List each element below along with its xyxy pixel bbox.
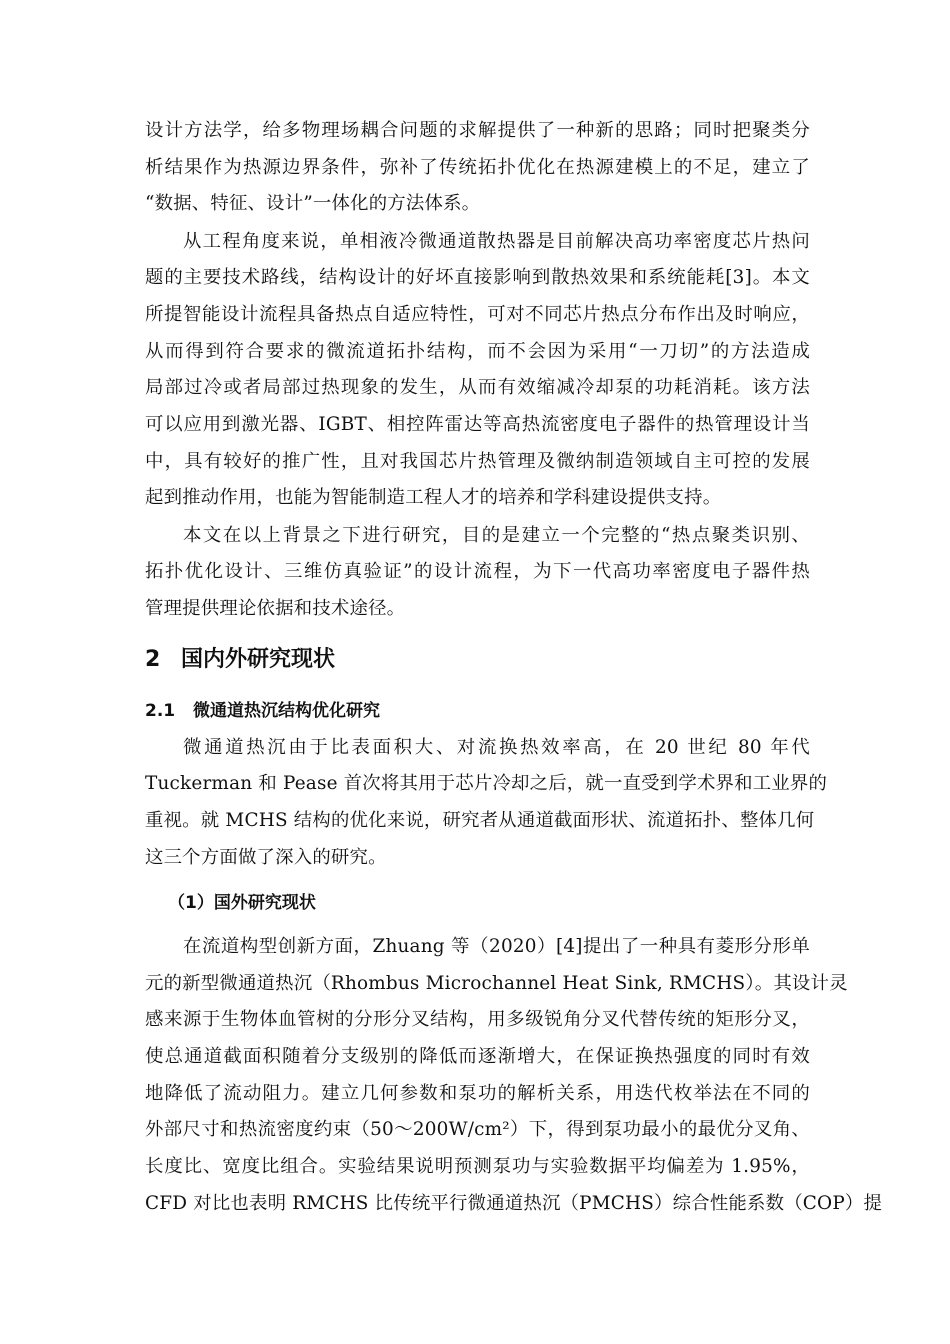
text-line: 设计方法学，给多物理场耦合问题的求解提供了一种新的思路；同时把聚类分 xyxy=(145,120,810,141)
text-line: “数据、特征、设计”一体化的方法体系。 xyxy=(145,193,481,214)
subsection-title: 微通道热沉结构优化研究 xyxy=(193,701,380,721)
text-line: 外部尺寸和热流密度约束（50～200W/cm²）下，得到泵功最小的最优分叉角、 xyxy=(145,1119,810,1140)
text-line: 析结果作为热源边界条件，弥补了传统拓扑优化在热源建模上的不足，建立了 xyxy=(145,157,810,178)
text-line: 局部过冷或者局部过热现象的发生，从而有效缩减冷却泵的功耗消耗。该方法 xyxy=(145,377,810,398)
section-number: 2 xyxy=(145,647,161,672)
text-line: 元的新型微通道热沉（Rhombus Microchannel Heat Sink, RMCHS）。其设计灵 xyxy=(145,973,848,994)
text-line: Tuckerman 和 Pease 首次将其用于芯片冷却之后，就一直受到学术界和工业界的 xyxy=(145,773,828,794)
text-line: 长度比、宽度比组合。实验结果说明预测泵功与实验数据平均偏差为 1.95%， xyxy=(145,1156,810,1177)
section-title: 国内外研究现状 xyxy=(181,647,336,672)
text-line: 从工程角度来说，单相液冷微通道散热器是目前解决高功率密度芯片热问 xyxy=(183,231,810,252)
text-line: 本文在以上背景之下进行研究，目的是建立一个完整的“热点聚类识别、 xyxy=(183,525,810,546)
text-line: 管理提供理论依据和技术途径。 xyxy=(145,598,406,619)
text-line: 微通道热沉由于比表面积大、对流换热效率高，在 20 世纪 80 年代 xyxy=(183,737,810,758)
text-line: 拓扑优化设计、三维仿真验证”的设计流程，为下一代高功率密度电子器件热 xyxy=(145,561,810,582)
text-line: 中，具有较好的推广性，且对我国芯片热管理及微纳制造领域自主可控的发展 xyxy=(145,451,810,472)
text-line: 起到推动作用，也能为智能制造工程人才的培养和学科建设提供支持。 xyxy=(145,487,722,508)
text-line: 从而得到符合要求的微流道拓扑结构，而不会因为采用“一刀切”的方法造成 xyxy=(145,341,810,362)
list-heading: （1）国外研究现状 xyxy=(168,893,316,913)
text-line: 重视。就 MCHS 结构的优化来说，研究者从通道截面形状、流道拓扑、整体几何 xyxy=(145,810,815,831)
text-line: 可以应用到激光器、IGBT、相控阵雷达等高热流密度电子器件的热管理设计当 xyxy=(145,414,810,435)
text-line: 感来源于生物体血管树的分形分叉结构，用多级锐角分叉代替传统的矩形分叉， xyxy=(145,1009,810,1030)
text-line: 所提智能设计流程具备热点自适应特性，可对不同芯片热点分布作出及时响应， xyxy=(145,304,810,325)
section-heading xyxy=(145,645,335,675)
text-line: 在流道构型创新方面，Zhuang 等（2020）[4]提出了一种具有菱形分形单 xyxy=(183,936,810,957)
text-line: CFD 对比也表明 RMCHS 比传统平行微通道热沉（PMCHS）综合性能系数（COP）提 xyxy=(145,1193,883,1214)
text-line: 题的主要技术路线，结构设计的好坏直接影响到散热效果和系统能耗[3]。本文 xyxy=(145,267,810,288)
text-line: 这三个方面做了深入的研究。 xyxy=(145,847,387,868)
subsection-heading xyxy=(145,698,380,724)
text-line: 使总通道截面积随着分支级别的降低而逐渐增大，在保证换热强度的同时有效 xyxy=(145,1046,810,1067)
text-line: 地降低了流动阻力。建立几何参数和泵功的解析关系，用迭代枚举法在不同的 xyxy=(145,1083,810,1104)
subsection-number: 2.1 xyxy=(145,701,176,721)
